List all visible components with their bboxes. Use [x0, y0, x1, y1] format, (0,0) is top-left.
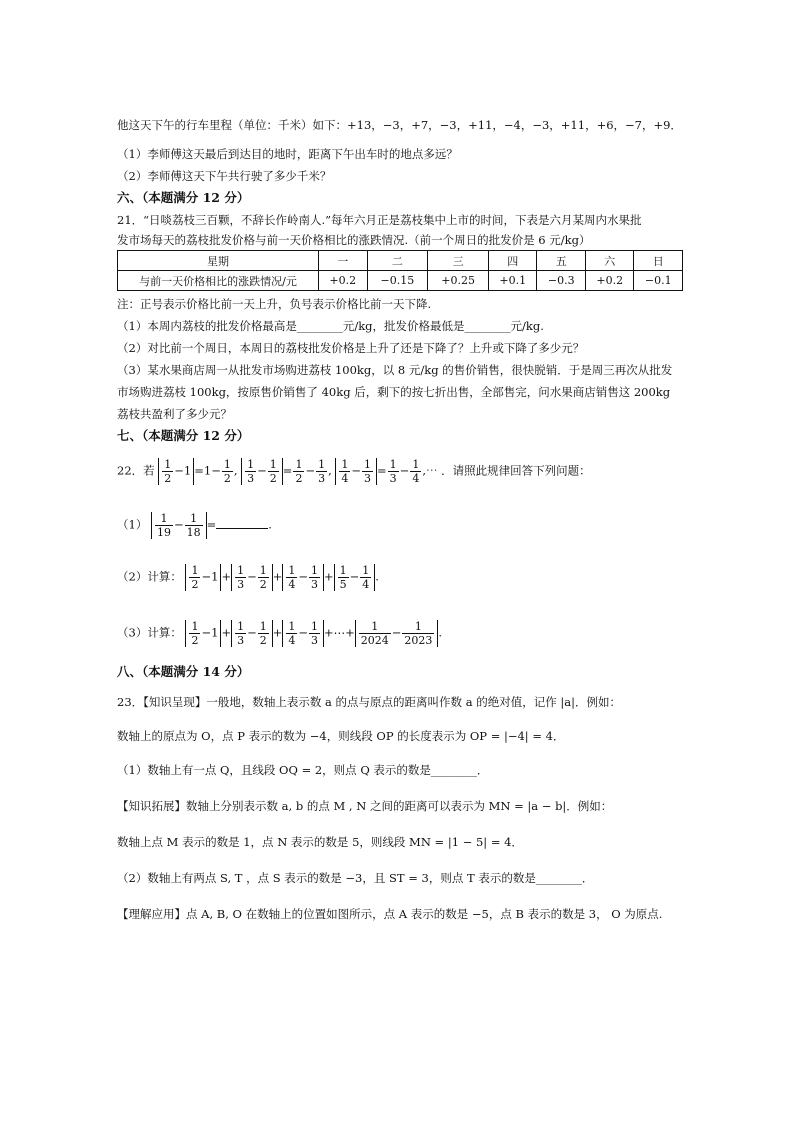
day-cell: 六 [585, 251, 634, 271]
q21-part3-line2: 市场购进荔枝 100kg，按原售价销售了 40kg 后，剩下的按七折出售，全部售完，问水果商店销售这 200kg [117, 385, 671, 399]
q22-part3-label: （3）计算： [117, 625, 182, 640]
denominator: 2024 [360, 634, 389, 647]
q20-intro: 他这天下午的行车里程（单位：千米）如下：+13，−3，+7，−3，+11，−4，−3，+11，+6，−7，+9． [117, 118, 682, 132]
section-6-heading: 六、（本题满分 12 分） [117, 190, 250, 205]
day-cell: 一 [319, 251, 368, 271]
q21-intro-1: 21．“日啖荔枝三百颗，不辞长作岭南人.”每年六月正是荔枝集中上市的时间，下表是六月某周内水果批 [117, 213, 642, 227]
q22-part2-label: （2）计算： [117, 569, 182, 584]
day-cell: 三 [428, 251, 489, 271]
q22-part1-label: （1） [117, 517, 148, 532]
q21-part2: （2）对比前一个周日，本周日的荔枝批发价格是上升了还是下降了？上升或下降了多少元？ [117, 341, 585, 355]
change-cell: +0.2 [585, 271, 634, 291]
q21-part3-line3: 荔枝共盈利了多少元？ [117, 407, 232, 421]
change-cell: +0.2 [319, 271, 368, 291]
q21-part1: （1）本周内荔枝的批发价格最高是________元/kg，批发价格最低是________元/kg. [117, 319, 544, 333]
q22-pattern: 22．若 $\frac{1}{2}$ −1 =1− $\frac{1}{2}$ , $\frac{1}{3}$ − $\frac{1}{2}$ = $\frac{1}{2}$ − $\frac{1}{3}$ , $\frac{1}{4}$ − $\frac{1}{3}$ = $\frac{1}{3}$ − $\frac{1}{4}$ ,⋯ ．请照此规律回答下列问题： [117, 458, 591, 485]
abs-expr: $\frac{1}{2}$ −1 [185, 564, 221, 591]
q21-part3-line1: （3）某水果商店周一从批发市场购进荔枝 100kg，以 8 元/kg 的售价销售，很快脱销．于是周三再次从批发 [117, 363, 673, 377]
denominator: 19 [156, 526, 171, 539]
q22-part1: （1） $\frac{1}{19}$ − $\frac{1}{18}$ = . [117, 512, 272, 539]
table-row-label: 与前一天价格相比的涨跌情况/元 [118, 271, 319, 291]
abs-expr: $\frac{1}{4}$ − $\frac{1}{3}$ [335, 458, 377, 485]
day-cell: 四 [488, 251, 537, 271]
day-cell: 日 [634, 251, 683, 271]
q20-part1: （1）李师傅这天最后到达目的地时，距离下午出车时的地点多远？ [117, 147, 458, 161]
abs-expr: $\frac{1}{2}$ −1 [185, 620, 221, 647]
section-8-heading: 八、（本题满分 14 分） [117, 664, 250, 679]
day-cell: 二 [367, 251, 428, 271]
q22-part2: （2）计算： $\frac{1}{2}$ −1 + $\frac{1}{3}$ − $\frac{1}{2}$ + $\frac{1}{4}$ − $\frac{1}{3}$ + $\frac{1}{5}$ − $\frac{1}{4}$ . [117, 564, 379, 591]
abs-expr: $\frac{1}{3}$ − $\frac{1}{2}$ [231, 564, 273, 591]
abs-expr: $\frac{1}{4}$ − $\frac{1}{3}$ [282, 620, 324, 647]
abs-expr: $\frac{1}{4}$ − $\frac{1}{3}$ [282, 564, 324, 591]
change-cell: −0.3 [537, 271, 586, 291]
q22-prefix: 22．若 [117, 463, 155, 478]
q22-part3: （3）计算： $\frac{1}{2}$ −1 + $\frac{1}{3}$ − $\frac{1}{2}$ + $\frac{1}{4}$ − $\frac{1}{3}$ +⋯+ $\frac{1}{2024}$ − $\frac{1}{2023}$ . [117, 620, 443, 647]
table-row [118, 251, 683, 271]
q20-part2: （2）李师傅这天下午共行驶了多少千米？ [117, 169, 332, 183]
denominator: 2023 [404, 634, 433, 647]
denominator: 18 [186, 526, 201, 539]
q23-line2: 数轴上的原点为 O，点 P 表示的数为 −4，则线段 OP 的长度表示为 OP = |−4| = 4． [117, 729, 565, 743]
q23-line3: （1）数轴上有一点 Q，且线段 OQ = 2，则点 Q 表示的数是________． [117, 763, 489, 777]
change-cell: +0.1 [488, 271, 537, 291]
q22-suffix: ．请照此规律回答下列问题： [441, 463, 591, 478]
abs-expr: $\frac{1}{2}$ −1 [158, 458, 194, 485]
q23-line5: 数轴上点 M 表示的数是 1，点 N 表示的数是 5，则线段 MN = |1 − 5| = 4． [117, 835, 523, 849]
change-cell: −0.15 [367, 271, 428, 291]
q21-intro-2: 发市场每天的荔枝批发价格与前一天价格相比的涨跌情况.（前一个周日的批发价是 6 元/kg） [117, 233, 591, 247]
price-change-table [117, 250, 683, 291]
abs-expr: $\frac{1}{3}$ − $\frac{1}{2}$ [241, 458, 283, 485]
abs-expr: $\frac{1}{3}$ − $\frac{1}{2}$ [231, 620, 273, 647]
table-row [118, 271, 683, 291]
abs-expr: $\frac{1}{5}$ − $\frac{1}{4}$ [334, 564, 376, 591]
abs-expr: $\frac{1}{2024}$ − $\frac{1}{2023}$ [355, 620, 439, 647]
q23-line6: （2）数轴上有两点 S, T ，点 S 表示的数是 −3，且 ST = 3，则点 T 表示的数是________． [117, 871, 594, 885]
q23-line7: 【理解应用】点 A, B, O 在数轴上的位置如图所示，点 A 表示的数是 −5，点 B 表示的数是 3， O 为原点. [117, 907, 663, 921]
day-cell: 五 [537, 251, 586, 271]
change-cell: +0.25 [428, 271, 489, 291]
q23-line1: 23．【知识呈现】一般地，数轴上表示数 a 的点与原点的距离叫作数 a 的绝对值，记作 |a|．例如： [117, 695, 621, 709]
abs-expr: $\frac{1}{19}$ − $\frac{1}{18}$ [151, 512, 207, 539]
table-row-label: 星期 [118, 251, 319, 271]
q21-note: 注：正号表示价格比前一天上升，负号表示价格比前一天下降. [117, 297, 432, 311]
answer-blank [216, 516, 268, 529]
change-cell: −0.1 [634, 271, 683, 291]
section-7-heading: 七、（本题满分 12 分） [117, 428, 250, 443]
q23-line4: 【知识拓展】数轴上分别表示数 a, b 的点 M , N 之间的距离可以表示为 MN = |a − b|．例如： [117, 799, 613, 813]
